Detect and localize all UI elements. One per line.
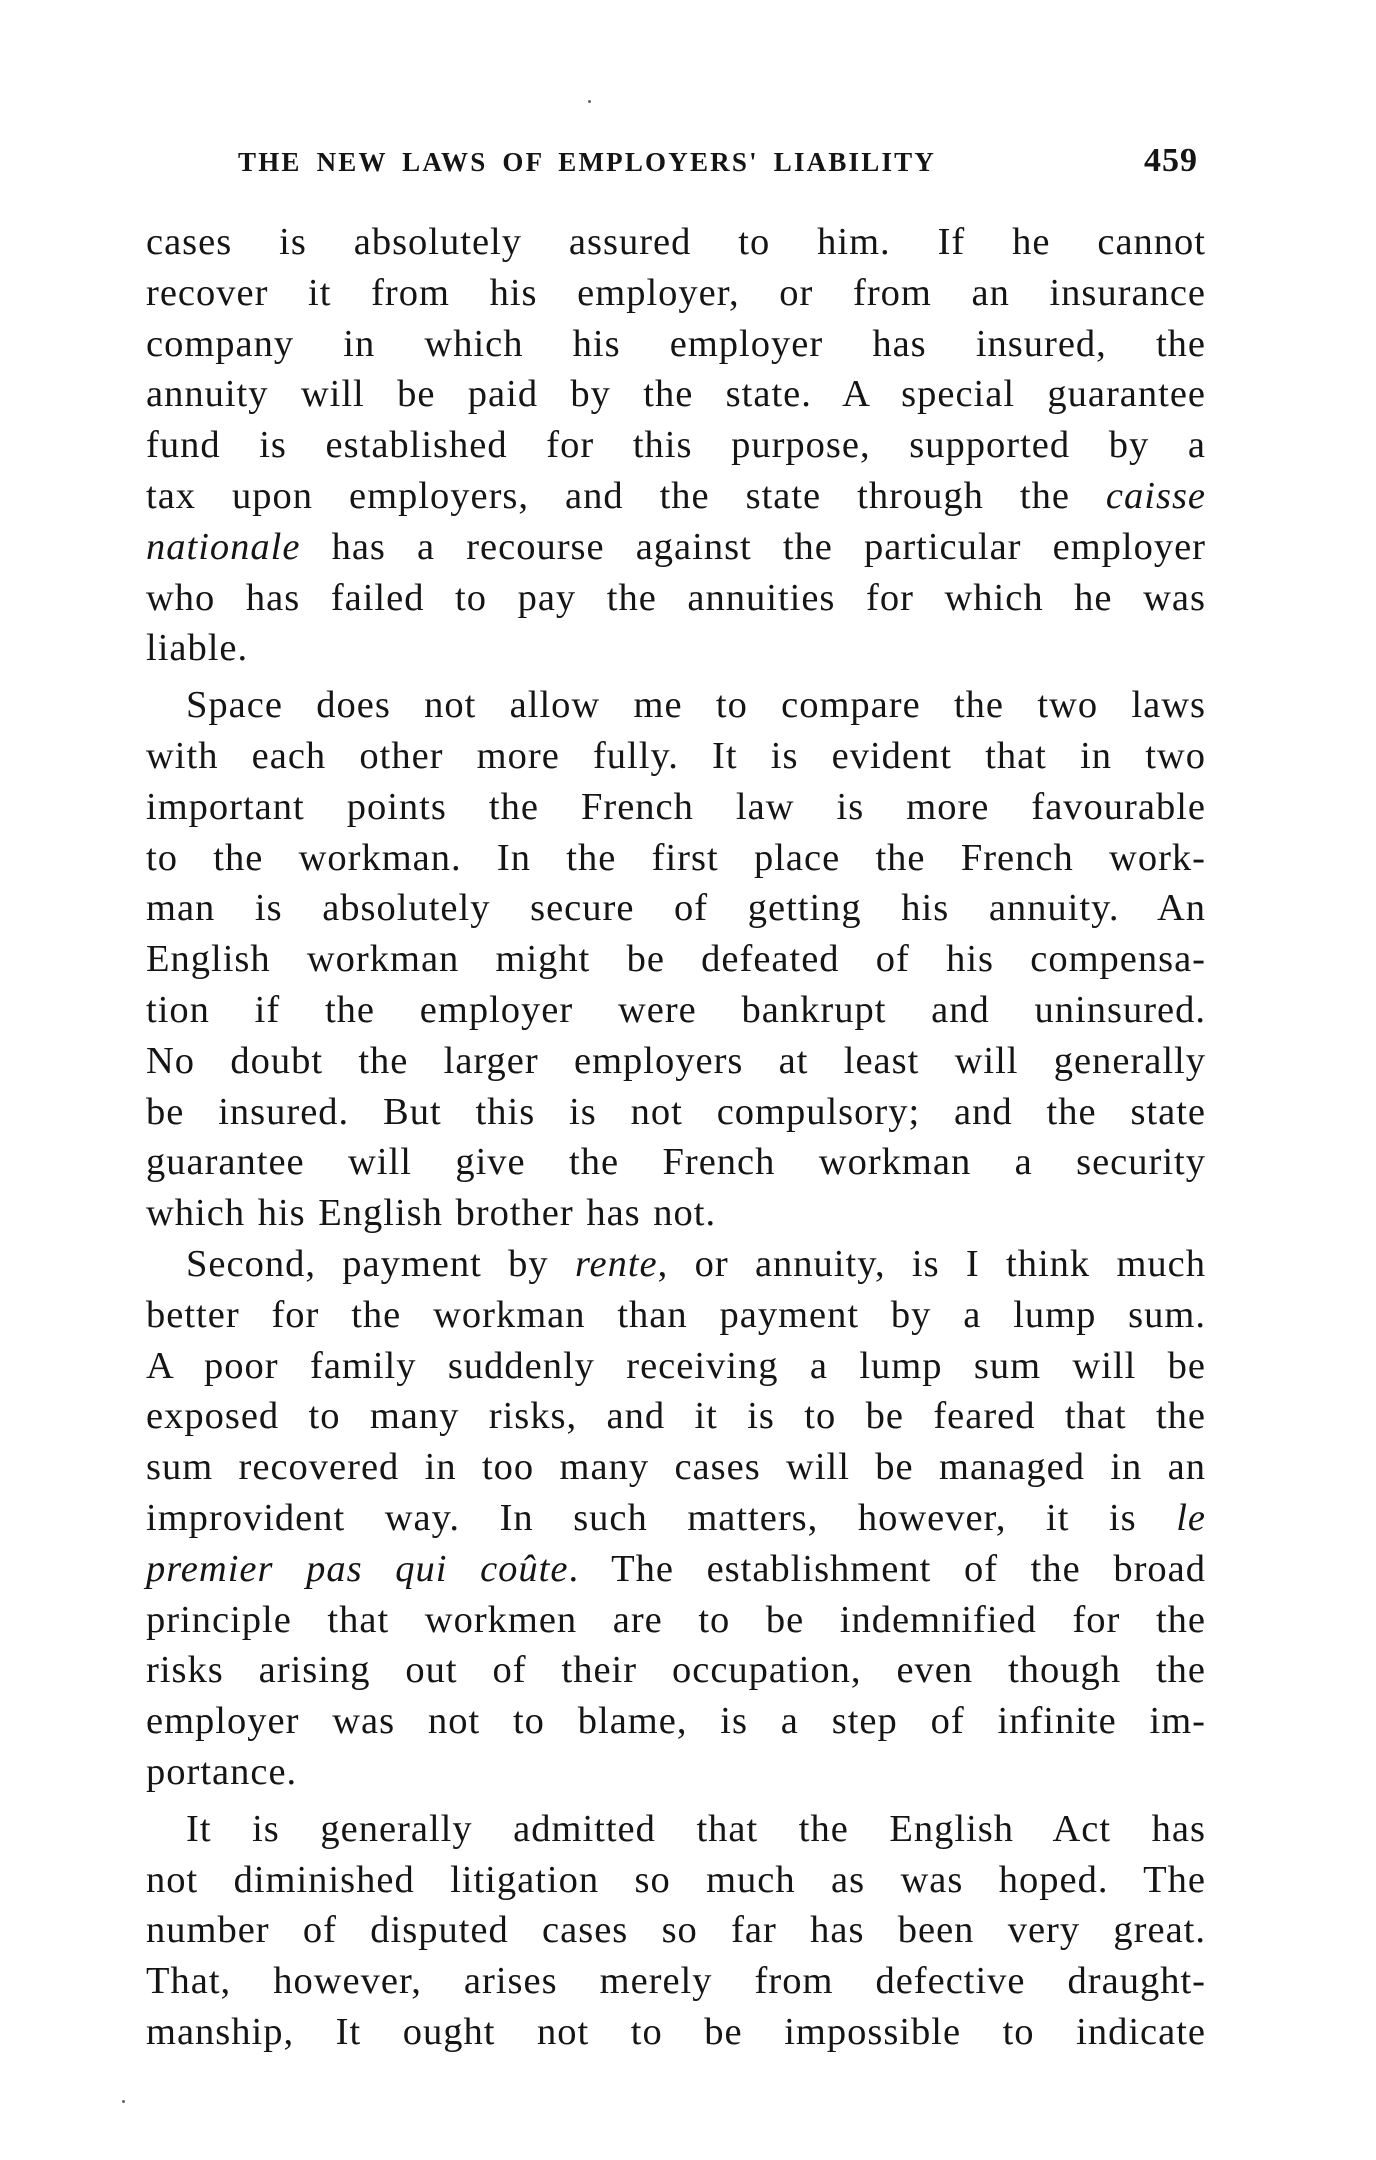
text-line: employer was not to blame, is a step of infinite im- <box>146 1700 1206 1743</box>
text-line: be insured. But this is not compulsory; and the state <box>146 1090 1206 1133</box>
text-line: important points the French law is more favourable <box>146 785 1206 828</box>
text-line: who has failed to pay the annuities for which he was <box>146 576 1206 619</box>
text-line: exposed to many risks, and it is to be feared that the <box>146 1395 1206 1438</box>
text-line <box>146 471 1206 522</box>
text-line: recover it from his employer, or from an insurance <box>146 271 1206 314</box>
italic-term: caisse <box>1105 474 1207 517</box>
text-run: has a recourse against the particular employer <box>331 525 1207 568</box>
text-line: man is absolutely secure of getting his annuity. An <box>146 887 1206 930</box>
text-run: . The establishment of the broad <box>568 1547 1207 1590</box>
text-line: principle that workmen are to be indemnified for the <box>146 1598 1206 1641</box>
text-line: liable. <box>146 627 249 670</box>
text-line: Space does not allow me to compare the two laws <box>186 684 1206 727</box>
italic-term: premier pas qui coûte <box>146 1547 569 1590</box>
text-line: A poor family suddenly receiving a lump sum will be <box>146 1344 1206 1387</box>
text-line: No doubt the larger employers at least will generally <box>146 1039 1206 1082</box>
text-line: better for the workman than payment by a lump sum. <box>146 1293 1206 1336</box>
text-line <box>146 1544 1206 1595</box>
text-line: not diminished litigation so much as was hoped. The <box>146 1858 1206 1901</box>
page-number: 459 <box>1144 142 1198 179</box>
text-line: annuity will be paid by the state. A special guarantee <box>146 373 1206 416</box>
italic-term: nationale <box>146 525 301 568</box>
running-title: THE NEW LAWS OF EMPLOYERS' LIABILITY <box>238 147 937 177</box>
text-run: tax upon employers, and the state through the <box>146 474 1070 517</box>
text-line: cases is absolutely assured to him. If he cannot <box>146 221 1206 263</box>
text-line: That, however, arises merely from defective draught- <box>146 1960 1206 2003</box>
text-line <box>146 1493 1206 1544</box>
text-line: tion if the employer were bankrupt and uninsured. <box>146 988 1206 1031</box>
text-run: improvident way. In such matters, however, it is <box>146 1496 1137 1539</box>
italic-term: le <box>1176 1496 1206 1539</box>
text-line: to the workman. In the first place the French work- <box>146 836 1206 879</box>
text-line: which his English brother has not. <box>146 1192 717 1235</box>
text-line: sum recovered in too many cases will be managed in an <box>146 1446 1206 1489</box>
text-run: , or annuity, is I think much <box>657 1242 1206 1285</box>
text-line: English workman might be defeated of his compensa- <box>146 938 1206 981</box>
text-line: portance. <box>146 1750 298 1793</box>
text-line: risks arising out of their occupation, even though the <box>146 1649 1206 1692</box>
text-line <box>146 522 1206 573</box>
text-run: Second, payment by <box>186 1242 549 1285</box>
text-line: number of disputed cases so far has been very great. <box>146 1909 1206 1952</box>
text-line: fund is established for this purpose, supported by a <box>146 424 1206 467</box>
scan-speck <box>588 100 591 103</box>
italic-term: rente <box>574 1242 658 1285</box>
text-line: manship, It ought not to be impossible to indicate <box>146 2010 1206 2053</box>
text-line <box>146 1239 1206 1290</box>
text-line: with each other more fully. It is evident that in two <box>146 734 1206 777</box>
body-text <box>146 217 1206 2058</box>
running-head <box>238 142 1198 186</box>
text-line: guarantee will give the French workman a security <box>146 1141 1206 1184</box>
text-line: company in which his employer has insured, the <box>146 322 1206 365</box>
scan-speck <box>122 2100 125 2103</box>
text-line: It is generally admitted that the English Act has <box>186 1807 1206 1850</box>
